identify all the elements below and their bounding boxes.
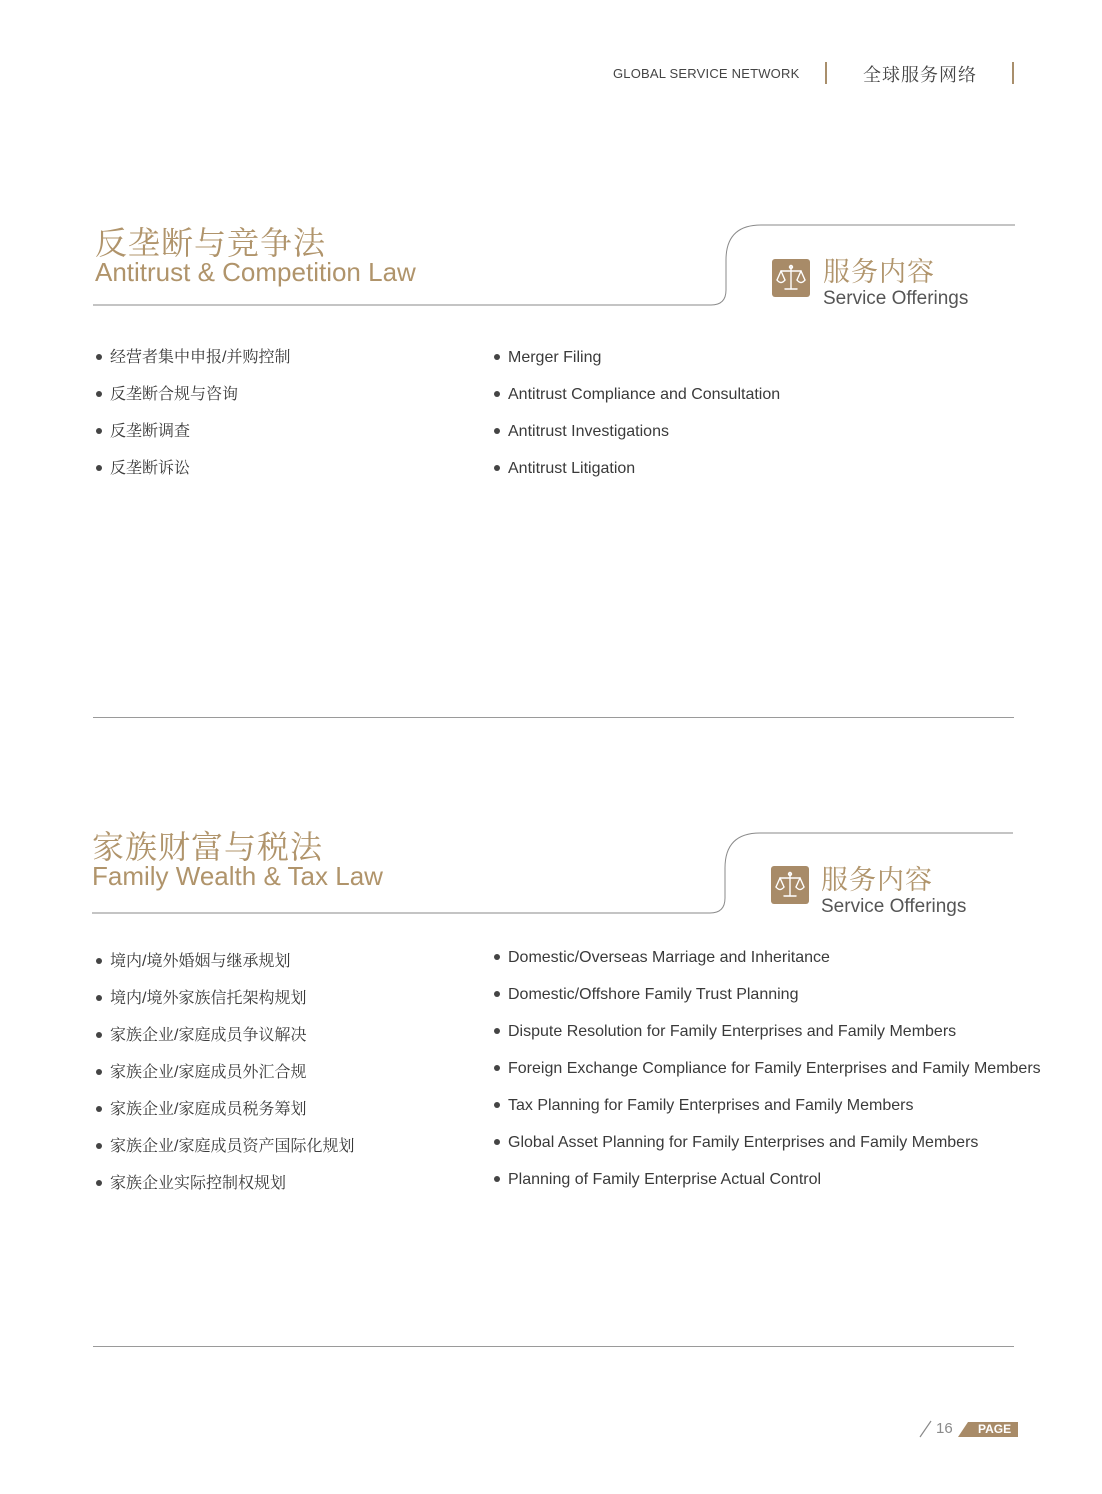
list-item: Antitrust Compliance and Consultation bbox=[494, 384, 780, 421]
page-label: PAGE bbox=[978, 1422, 1012, 1436]
list-item: Domestic/Offshore Family Trust Planning bbox=[494, 984, 1041, 1021]
scales-icon bbox=[771, 866, 809, 904]
scales-icon bbox=[772, 259, 810, 297]
list-item: 经营者集中申报/并购控制 bbox=[96, 347, 290, 384]
section-title-en: Antitrust & Competition Law bbox=[95, 257, 416, 287]
services-list-en bbox=[494, 947, 1041, 1206]
list-item: 家族企业/家庭成员外汇合规 bbox=[96, 1062, 354, 1099]
list-item: Antitrust Investigations bbox=[494, 421, 780, 458]
page-number: 16 bbox=[936, 1420, 953, 1437]
list-item: 反垄断合规与咨询 bbox=[96, 384, 290, 421]
services-list-cn bbox=[96, 347, 290, 495]
list-item: 反垄断调查 bbox=[96, 421, 290, 458]
list-item: 境内/境外婚姻与继承规划 bbox=[96, 951, 354, 988]
list-item: 家族企业实际控制权规划 bbox=[96, 1173, 354, 1210]
header-divider bbox=[1012, 62, 1014, 84]
section-title-cn: 家族财富与税法 bbox=[92, 829, 324, 865]
offerings-title-en: Service Offerings bbox=[823, 288, 969, 309]
section-divider bbox=[93, 717, 1014, 718]
services-list-en bbox=[494, 347, 780, 495]
offerings-title-cn: 服务内容 bbox=[821, 865, 933, 895]
list-item: Dispute Resolution for Family Enterprises and Family Members bbox=[494, 1021, 1041, 1058]
list-item: 反垄断诉讼 bbox=[96, 458, 290, 495]
list-item: 境内/境外家族信托架构规划 bbox=[96, 988, 354, 1025]
list-item: Global Asset Planning for Family Enterprises and Family Members bbox=[494, 1132, 1041, 1169]
section-title-en: Family Wealth & Tax Law bbox=[92, 861, 383, 891]
list-item: 家族企业/家庭成员争议解决 bbox=[96, 1025, 354, 1062]
list-item: Domestic/Overseas Marriage and Inheritance bbox=[494, 947, 1041, 984]
offerings-title-cn: 服务内容 bbox=[823, 257, 935, 287]
list-item: Merger Filing bbox=[494, 347, 780, 384]
list-item: Tax Planning for Family Enterprises and Family Members bbox=[494, 1095, 1041, 1132]
list-item: Planning of Family Enterprise Actual Control bbox=[494, 1169, 1041, 1206]
header-divider bbox=[825, 62, 827, 84]
section-divider bbox=[93, 1346, 1014, 1347]
list-item: 家族企业/家庭成员税务筹划 bbox=[96, 1099, 354, 1136]
header-title-en: GLOBAL SERVICE NETWORK bbox=[613, 66, 800, 81]
list-item: 家族企业/家庭成员资产国际化规划 bbox=[96, 1136, 354, 1173]
page-label-tag bbox=[958, 1422, 1018, 1437]
section-title-cn: 反垄断与竞争法 bbox=[95, 225, 327, 261]
offerings-title-en: Service Offerings bbox=[821, 896, 967, 917]
services-list-cn bbox=[96, 951, 354, 1210]
list-item: Foreign Exchange Compliance for Family Enterprises and Family Members bbox=[494, 1058, 1041, 1095]
page-slash-icon bbox=[918, 1419, 934, 1439]
header-title-cn: 全球服务网络 bbox=[863, 65, 977, 85]
list-item: Antitrust Litigation bbox=[494, 458, 780, 495]
